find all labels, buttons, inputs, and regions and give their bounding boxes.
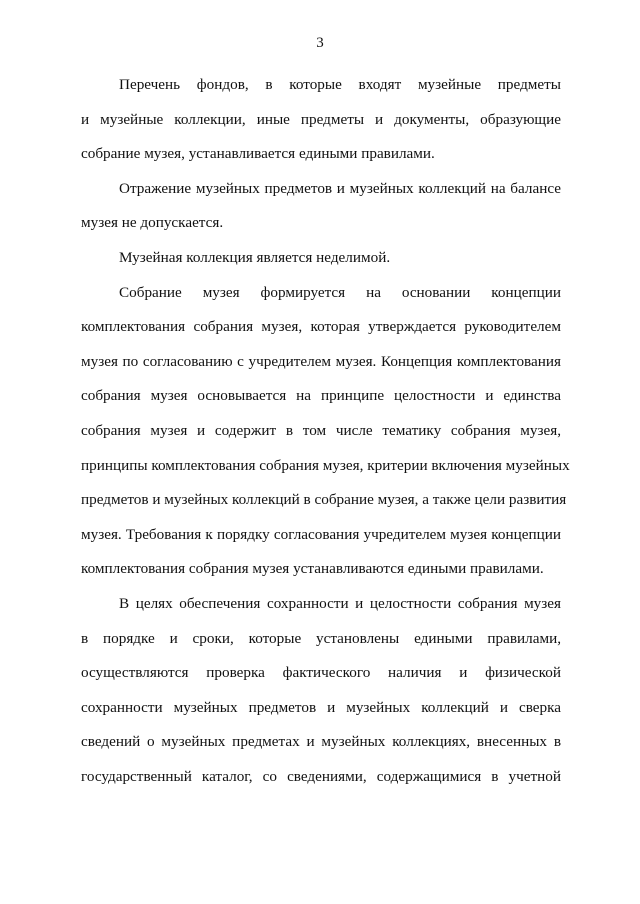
text-line: Отражение музейных предметов и музейных коллекций на балансе: [119, 179, 561, 197]
paragraph-1: [81, 68, 561, 172]
text-line: в порядке и сроки, которые установлены едиными правилами,: [81, 629, 561, 647]
paragraph-5: [81, 587, 561, 795]
text-line: государственный каталог, со сведениями, содержащимися в учетной: [81, 767, 561, 785]
paragraph-2: [81, 172, 561, 241]
text-line: собрание музея, устанавливается едиными правилами.: [81, 145, 435, 163]
text-line: В целях обеспечения сохранности и целостности собрания музея: [119, 594, 561, 612]
text-line: собрания музея основывается на принципе целостности и единства: [81, 387, 561, 405]
text-line: музея. Требования к порядку согласования учредителем музея концепции: [81, 525, 561, 543]
text-line: собрания музея и содержит в том числе тематику собрания музея,: [81, 421, 561, 439]
text-line: Музейная коллекция является неделимой.: [119, 248, 391, 266]
document-body: [81, 68, 570, 794]
page-number: 3: [316, 35, 324, 51]
text-line: комплектования собрания музея устанавливаются едиными правилами.: [81, 560, 544, 578]
text-line: сохранности музейных предметов и музейных коллекций и сверка: [81, 698, 561, 716]
text-line: принципы комплектования собрания музея, критерии включения музейных: [81, 456, 570, 474]
text-line: осуществляются проверка фактического наличия и физической: [81, 664, 561, 682]
text-line: Перечень фондов, в которые входят музейные предметы: [119, 76, 561, 93]
paragraph-4: [81, 276, 570, 587]
text-line: и музейные коллекции, иные предметы и документы, образующие: [81, 110, 561, 128]
text-line: музея не допускается.: [81, 214, 224, 232]
text-line: предметов и музейных коллекций в собрание музея, а также цели развития: [81, 491, 567, 509]
text-line: музея по согласованию с учредителем музея. Концепция комплектования: [81, 352, 561, 370]
text-line: Собрание музея формируется на основании концепции: [119, 283, 561, 301]
text-line: комплектования собрания музея, которая утверждается руководителем: [81, 318, 561, 336]
text-line: сведений о музейных предметах и музейных коллекциях, внесенных в: [81, 733, 561, 751]
paragraph-3: [81, 241, 561, 276]
